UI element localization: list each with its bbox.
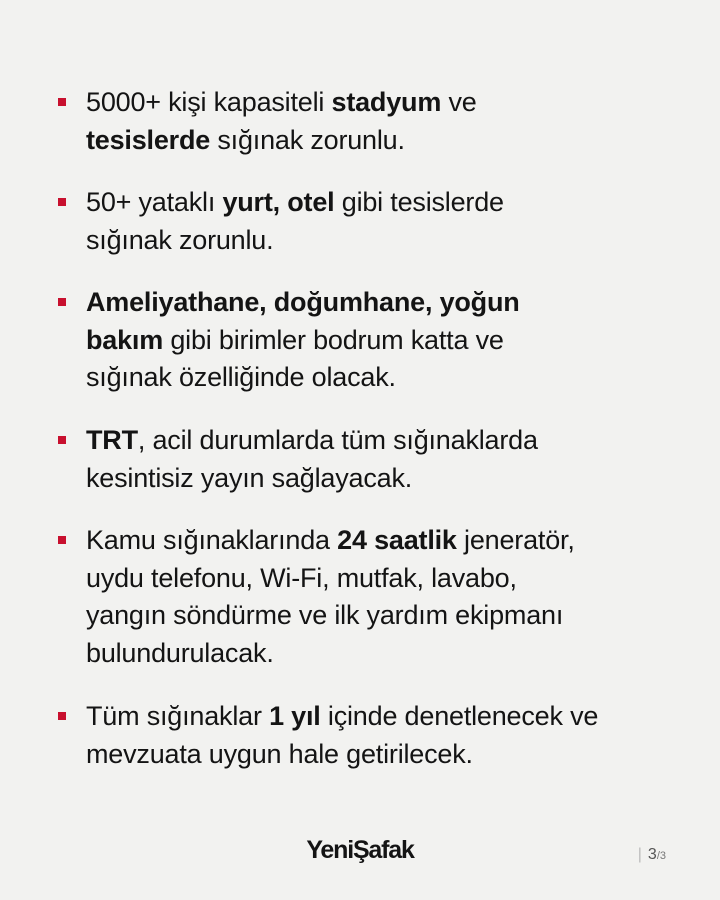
bullet-line	[86, 698, 686, 736]
text-segment: ve	[441, 87, 477, 117]
text-segment: yangın söndürme ve ilk yardım ekipmanı	[86, 600, 564, 630]
bullet-text	[86, 422, 686, 497]
bullet-line	[86, 359, 686, 397]
bullet-text	[86, 184, 686, 259]
bullet-line	[86, 184, 686, 222]
text-segment: kesintisiz yayın sağlayacak.	[86, 462, 413, 493]
bullet-text	[86, 522, 686, 672]
bold-text: 1 yıl	[269, 701, 321, 731]
text-segment: sığınak özelliğinde olacak.	[86, 362, 396, 392]
text-segment: Tüm sığınaklar	[86, 701, 270, 731]
text-segment: sığınak zorunlu.	[210, 124, 405, 155]
bullet-line	[86, 736, 686, 774]
bullet-line	[86, 84, 686, 122]
text-segment: uydu telefonu, Wi-Fi, mutfak, lavabo,	[86, 562, 517, 593]
bullet-line	[86, 222, 686, 260]
text-segment: gibi tesislerde	[334, 187, 504, 217]
bullet-line	[86, 635, 686, 673]
bullet-line	[86, 284, 686, 322]
bullet-line	[86, 597, 686, 635]
yeni-safak-logo: YeniŞafak	[306, 836, 414, 864]
bold-text: tesislerde	[86, 124, 211, 155]
bullet-marker	[58, 536, 66, 544]
bullet-text	[86, 698, 686, 773]
page-current: 3	[647, 846, 657, 863]
page-indicator	[638, 846, 666, 864]
bullet-text	[86, 84, 686, 159]
bold-text: yurt, otel	[222, 187, 335, 217]
text-segment: bulundurulacak.	[86, 637, 274, 668]
text-segment: sığınak zorunlu.	[86, 224, 274, 255]
bullet-marker	[58, 436, 66, 444]
bullet-line	[86, 422, 686, 460]
page-separator: |	[637, 846, 642, 863]
bullet-line	[86, 122, 686, 160]
bullet-line	[86, 322, 686, 360]
text-segment: mevzuata uygun hale getirilecek.	[86, 738, 473, 769]
page-total: /3	[656, 850, 666, 862]
text-segment: 5000+ kişi kapasiteli	[86, 87, 332, 117]
text-segment: jeneratör,	[456, 525, 575, 555]
text-segment: gibi birimler bodrum katta ve	[163, 324, 504, 355]
bold-text: Ameliyathane, doğumhane, yoğun	[86, 287, 520, 317]
text-segment: , acil durumlarda tüm sığınaklarda	[137, 425, 538, 455]
bullet-line	[86, 522, 686, 560]
bullet-line	[86, 460, 686, 498]
text-segment: içinde denetlenecek ve	[320, 701, 599, 731]
bullet-line	[86, 560, 686, 598]
bullet-marker	[58, 198, 66, 206]
bullet-marker	[58, 712, 66, 720]
bold-text: 24 saatlik	[337, 525, 457, 555]
bullet-text	[86, 284, 686, 397]
bold-text: bakım	[86, 324, 164, 355]
text-segment: Kamu sığınaklarında	[86, 525, 338, 555]
bold-text: TRT	[86, 425, 138, 455]
bold-text: stadyum	[331, 87, 442, 117]
text-segment: 50+ yataklı	[86, 187, 223, 217]
bullet-marker	[58, 298, 66, 306]
bullet-marker	[58, 98, 66, 106]
